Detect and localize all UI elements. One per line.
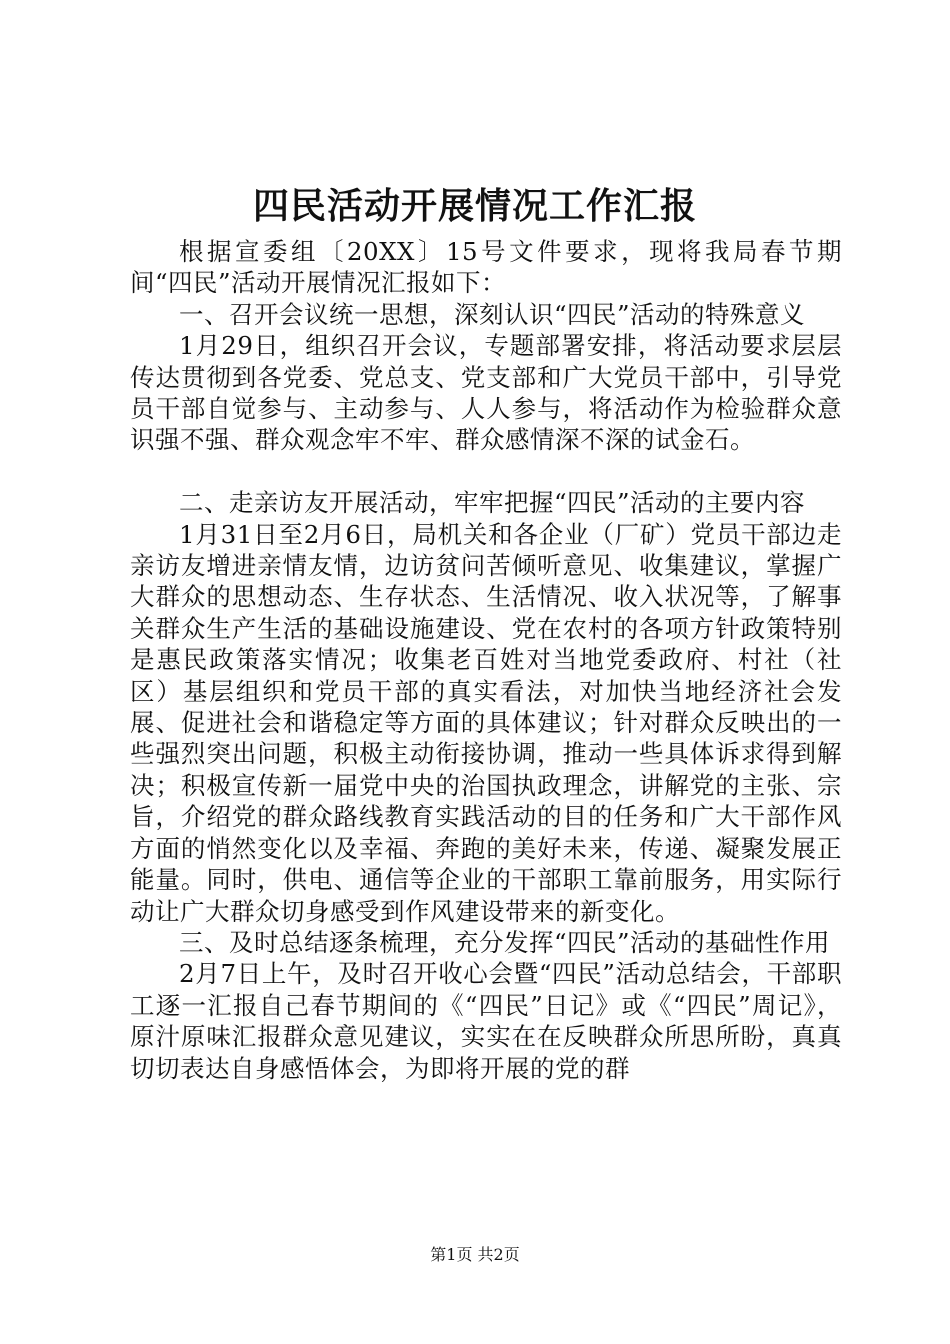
intro-paragraph: 根据宣委组〔20XX〕15号文件要求，现将我局春节期间“四民”活动开展情况汇报如下：: [130, 237, 842, 298]
section-heading-2: 二、走亲访友开展活动，牢牢把握“四民”活动的主要内容: [179, 488, 806, 518]
page-number-footer: 第1页 共2页: [430, 1245, 520, 1264]
section-heading-3: 三、及时总结逐条梳理，充分发挥“四民”活动的基础性作用: [179, 927, 831, 957]
blank-line: [130, 456, 842, 487]
section-1-paragraph: 1月29日，组织召开会议，专题部署安排，将活动要求层层传达贯彻到各党委、党总支、党支部和广大党员干部中，引导党员干部自觉参与、主动参与、人人参与，将活动作为检验群众意识强不强、群众观念牢不牢、群众感情深不深的试金石。: [130, 331, 842, 455]
section-heading-1: 一、召开会议统一思想，深刻认识“四民”活动的特殊意义: [179, 299, 806, 329]
section-2-paragraph: 1月31日至2月6日，局机关和各企业（厂矿）党员干部边走亲访友增进亲情友情，边访贫问苦倾听意见、收集建议，掌握广大群众的思想动态、生存状态、生活情况、收入状况等，了解事关群众生产生活的基础设施建设、党在农村的各项方针政策特别是惠民政策落实情况；收集老百姓对当地党委政府、村社（社区）基层组织和党员干部的真实看法，对加快当地经济社会发展、促进社会和谐稳定等方面的具体建议；针对群众反映出的一些强烈突出问题，积极主动衔接协调，推动一些具体诉求得到解决；积极宣传新一届党中央的治国执政理念，讲解党的主张、宗旨，介绍党的群众路线教育实践活动的目的任务和广大干部作风方面的悄然变化以及幸福、奔跑的美好未来，传递、凝聚发展正能量。同时，供电、通信等企业的干部职工靠前服务，用实际行动让广大群众切身感受到作风建设带来的新变化。: [130, 519, 842, 926]
section-3-paragraph: 2月7日上午，及时召开收心会暨“四民”活动总结会，干部职工逐一汇报自己春节期间的《“四民”日记》或《“四民”周记》，原汁原味汇报群众意见建议，实实在在反映群众所思所盼，真真切切表达自身感悟体会，为即将开展的党的群: [130, 959, 842, 1083]
document-body: [130, 236, 842, 1084]
document-title: 四民活动开展情况工作汇报: [252, 185, 697, 227]
